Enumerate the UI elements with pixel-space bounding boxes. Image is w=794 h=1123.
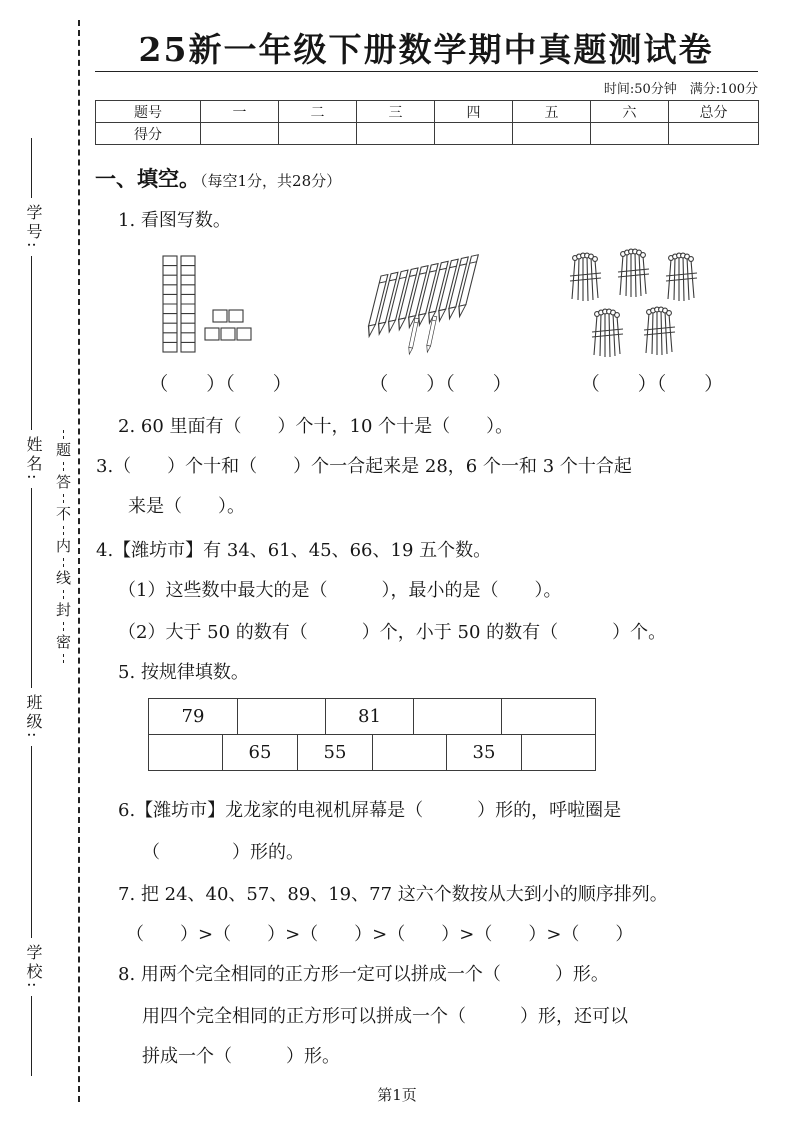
pattern-cell: 35 bbox=[447, 735, 522, 771]
question-6-line2: （ ）形的。 bbox=[142, 842, 304, 863]
seal-char: 封 bbox=[56, 601, 72, 619]
score-table bbox=[95, 100, 759, 145]
pattern-cell-blank bbox=[414, 699, 502, 735]
question-7-ordering-blanks: （ ）>（ ）>（ ）>（ ）>（ ）>（ ） bbox=[126, 924, 634, 945]
section-1-title: 一、填空。 bbox=[95, 166, 200, 191]
pattern-table-row1 bbox=[148, 698, 596, 735]
question-8-line1: 8. 用两个完全相同的正方形一定可以拼成一个（ ）形。 bbox=[118, 964, 609, 985]
score-empty-cell bbox=[279, 123, 357, 145]
q1-answer-blank-1: （ ）（ ） bbox=[149, 373, 292, 395]
score-header-cell: 四 bbox=[435, 101, 513, 123]
question-3-line2: 来是（ ）。 bbox=[128, 496, 245, 517]
seal-char: 内 bbox=[56, 537, 72, 555]
pattern-cell-blank bbox=[522, 735, 596, 771]
title-underline bbox=[95, 71, 758, 72]
question-7-line1: 7. 把 24、40、57、89、19、77 这六个数按从大到小的顺序排列。 bbox=[118, 884, 668, 905]
class-label: 班级: bbox=[21, 688, 46, 746]
seal-char: 线 bbox=[56, 569, 72, 587]
school-label: 学校: bbox=[21, 938, 46, 996]
score-header-cell: 二 bbox=[279, 101, 357, 123]
question-1-label: 1. 看图写数。 bbox=[118, 210, 231, 231]
score-header-cell: 五 bbox=[513, 101, 591, 123]
pattern-cell: 81 bbox=[326, 699, 414, 735]
score-header-cell: 六 bbox=[591, 101, 669, 123]
seal-char: 答 bbox=[56, 473, 72, 491]
question-5-label: 5. 按规律填数。 bbox=[118, 662, 249, 683]
score-empty-cell bbox=[669, 123, 759, 145]
pattern-cell-blank bbox=[373, 735, 447, 771]
pattern-cell-blank bbox=[502, 699, 596, 735]
seal-char: 不 bbox=[56, 505, 72, 523]
seal-char: 密 bbox=[56, 633, 72, 651]
pattern-cell: 55 bbox=[298, 735, 373, 771]
question-4-intro: 4.【潍坊市】有 34、61、45、66、19 五个数。 bbox=[96, 540, 492, 561]
stick-bundles-image bbox=[552, 246, 722, 366]
section-1-points: （每空1分，共28分） bbox=[200, 172, 342, 190]
score-header-cell: 三 bbox=[357, 101, 435, 123]
pattern-cell: 79 bbox=[149, 699, 238, 735]
base-ten-blocks-image bbox=[155, 248, 270, 366]
page-number: 第1页 bbox=[377, 1086, 417, 1104]
pattern-table-row2 bbox=[148, 734, 596, 771]
score-empty-cell bbox=[591, 123, 669, 145]
pattern-fill-tables bbox=[148, 698, 596, 771]
exam-time-score-info: 时间:50分钟 满分:100分 bbox=[603, 82, 758, 97]
score-header-cell: 题号 bbox=[96, 101, 201, 123]
score-table-score-row bbox=[96, 123, 759, 145]
page-title: 25新一年级下册数学期中真题测试卷 bbox=[138, 30, 714, 69]
q1-answer-blank-2: （ ）（ ） bbox=[369, 373, 512, 395]
pens-bundle-image bbox=[355, 246, 505, 361]
score-empty-cell bbox=[357, 123, 435, 145]
question-3-line1: 3.（ ）个十和（ ）个一合起来是 28，6 个一和 3 个十合起 bbox=[96, 456, 632, 477]
score-empty-cell bbox=[201, 123, 279, 145]
seal-text-column bbox=[56, 430, 71, 663]
score-header-cell: 总分 bbox=[669, 101, 759, 123]
student-info-write-line bbox=[31, 138, 32, 1076]
question-6-line1: 6.【潍坊市】龙龙家的电视机屏幕是（ ）形的，呼啦圈是 bbox=[118, 800, 622, 821]
student-name-label: 姓名: bbox=[21, 430, 46, 488]
score-row-label: 得分 bbox=[96, 123, 201, 145]
q1-answer-blank-3: （ ）（ ） bbox=[580, 373, 724, 395]
score-empty-cell bbox=[435, 123, 513, 145]
question-8-line2: 用四个完全相同的正方形可以拼成一个（ ）形，还可以 bbox=[142, 1006, 628, 1027]
pattern-cell: 65 bbox=[223, 735, 298, 771]
pattern-cell-blank bbox=[238, 699, 326, 735]
score-table-header-row bbox=[96, 101, 759, 123]
section-1-heading bbox=[95, 163, 341, 193]
seal-char: 题 bbox=[56, 441, 72, 459]
score-header-cell: 一 bbox=[201, 101, 279, 123]
question-8-line3: 拼成一个（ ）形。 bbox=[142, 1046, 340, 1067]
question-4-part1: （1）这些数中最大的是（ ），最小的是（ ）。 bbox=[118, 580, 562, 601]
question-4-part2: （2）大于 50 的数有（ ）个，小于 50 的数有（ ）个。 bbox=[118, 622, 667, 643]
seal-dashed-line bbox=[78, 20, 80, 1102]
student-id-label: 学号: bbox=[21, 198, 46, 256]
question-2: 2. 60 里面有（ ）个十，10 个十是（ ）。 bbox=[118, 416, 514, 437]
pattern-cell-blank bbox=[149, 735, 223, 771]
score-empty-cell bbox=[513, 123, 591, 145]
